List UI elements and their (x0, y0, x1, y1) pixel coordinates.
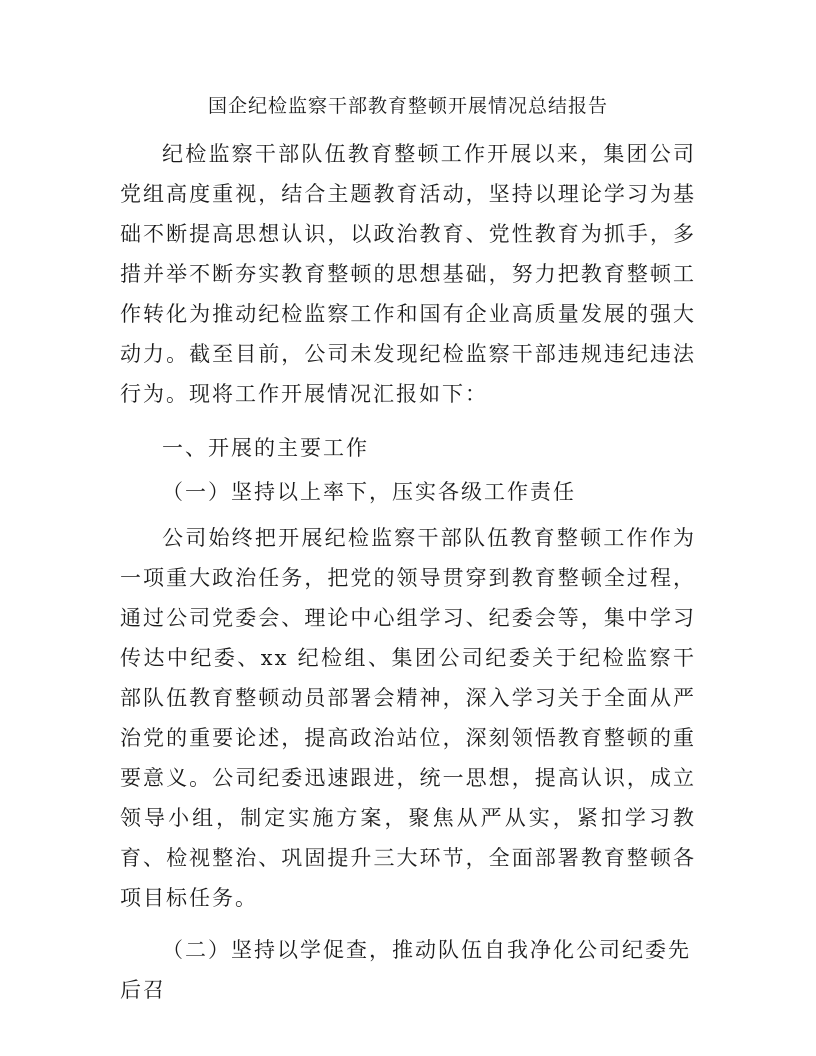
subsection-heading-2: （二）坚持以学促查，推动队伍自我净化公司纪委先后召 (120, 938, 691, 1002)
subsection-heading-1: （一）坚持以上率下，压实各级工作责任 (162, 480, 576, 504)
subsection-1-paragraph: 公司始终把开展纪检监察干部队伍教育整顿工作作为一项重大政治任务，把党的领导贯穿到教育整顿全过程，通过公司党委会、理论中心组学习、纪委会等，集中学习传达中纪委、xx 纪检组、集团公司纪委关于纪检监察干部队伍教育整顿动员部署会精神，深入学习关于全面从严治党的重要论述，提高政治站位，深刻领悟教育整顿的重要意义。公司纪委迅速跟进，统一思想，提高认识，成立领导小组，制定实施方案，聚焦从严从实，紧扣学习教育、检视整治、巩固提升三大环节，全面部署教育整顿各项目标任务。 (120, 526, 696, 910)
intro-paragraph: 纪检监察干部队伍教育整顿工作开展以来，集团公司党组高度重视，结合主题教育活动，坚持以理论学习为基础不断提高思想认识，以政治教育、党性教育为抓手，多措并举不断夯实教育整顿的思想基础，努力把教育整顿工作转化为推动纪检监察工作和国有企业高质量发展的强大动力。截至目前，公司未发现纪检监察干部违规违纪违法行为。现将工作开展情况汇报如下： (120, 142, 696, 406)
document-title: 国企纪检监察干部教育整顿开展情况总结报告 (207, 95, 608, 117)
document-content (120, 90, 696, 1010)
section-heading-1: 一、开展的主要工作 (162, 436, 369, 460)
